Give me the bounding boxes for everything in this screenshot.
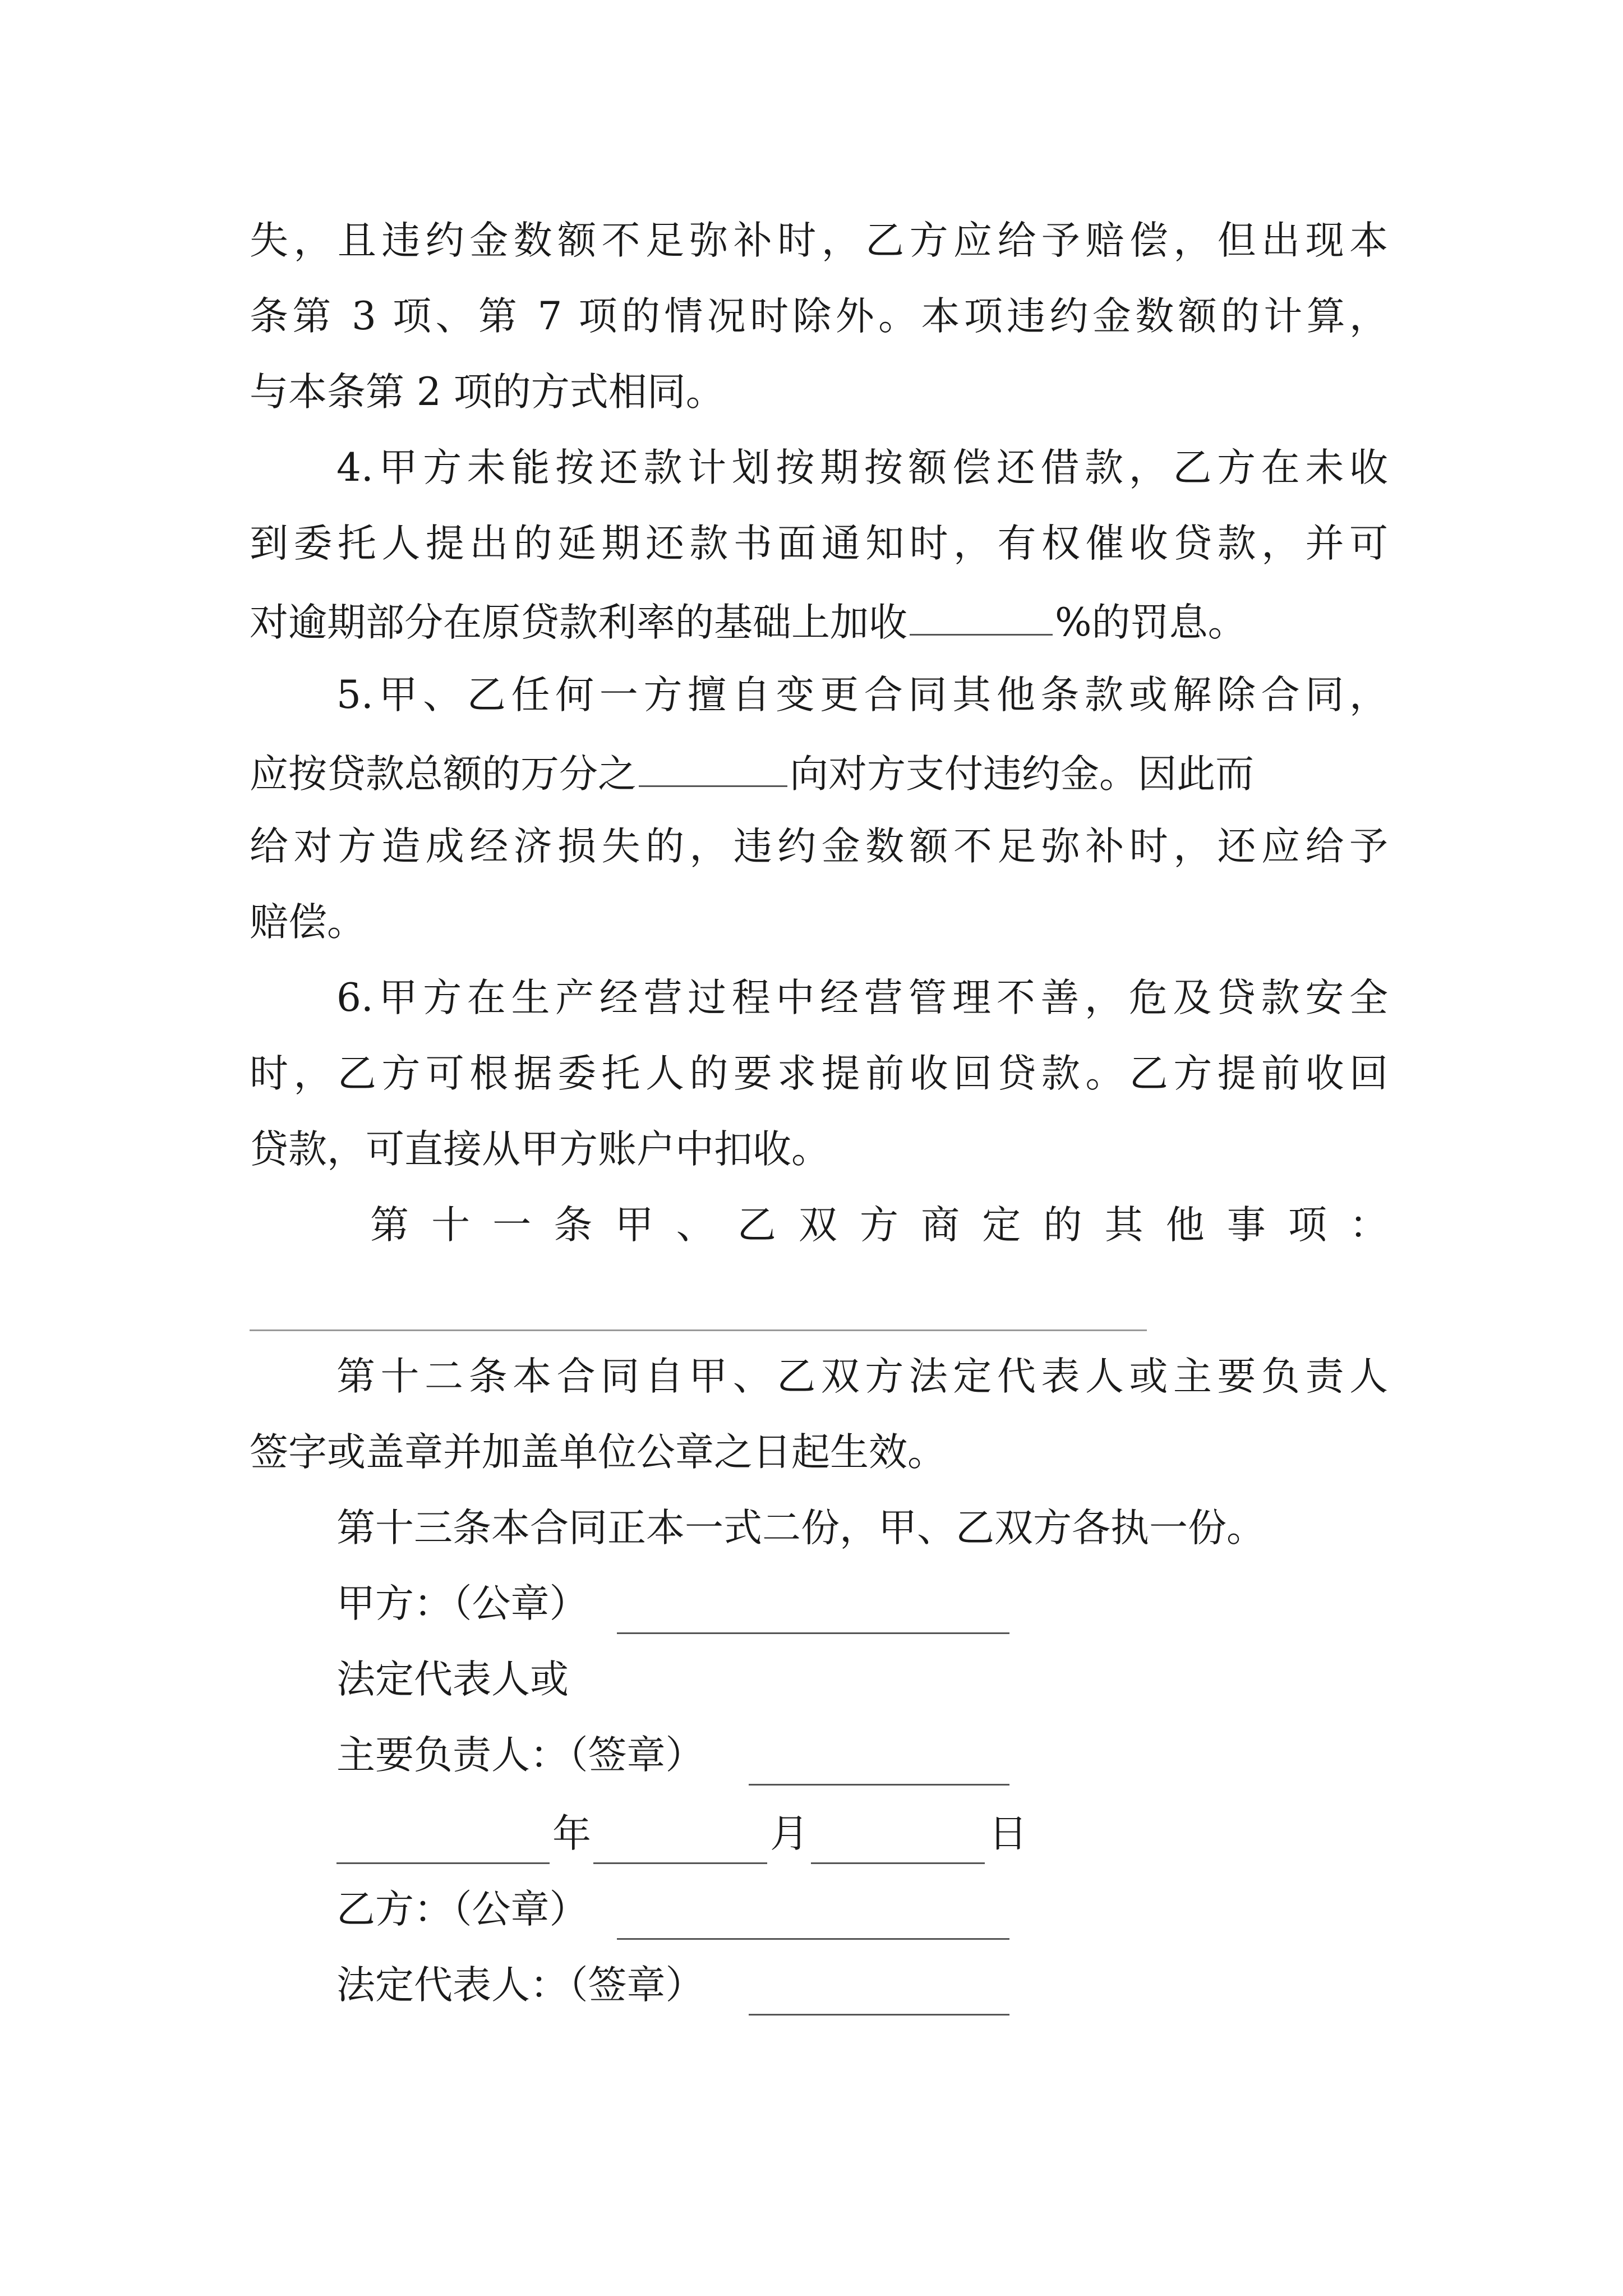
party-a-signature-label: 主要负责人：（签章）: [336, 1733, 704, 1778]
party-b-signature-label: 法定代表人：（签章）: [336, 1963, 704, 2008]
fill-in-blank-penalty-ratio[interactable]: [639, 752, 787, 787]
paragraph-line: 5.甲、乙任何一方擅自变更合同其他条款或解除合同，: [336, 673, 1388, 717]
paragraph-line: 时，乙方可根据委托人的要求提前收回贷款。乙方提前收回: [250, 1051, 1388, 1096]
party-a-signature-line[interactable]: [749, 1784, 1009, 1786]
paragraph-line: 第十二条本合同自甲、乙双方法定代表人或主要负责人: [336, 1354, 1388, 1399]
paragraph-line: 失，且违约金数额不足弥补时，乙方应给予赔偿，但出现本: [250, 218, 1388, 263]
party-b-seal-label: 乙方：（公章）: [336, 1887, 588, 1932]
article-11-fill-line[interactable]: [250, 1329, 1147, 1331]
paragraph-line: [250, 600, 1247, 645]
paragraph-text: 向对方支付违约金。因此而: [790, 752, 1254, 797]
month-line[interactable]: [593, 1862, 767, 1864]
paragraph-line: 6.甲方在生产经营过程中经营管理不善，危及贷款安全: [336, 976, 1388, 1020]
paragraph-line: 与本条第 2 项的方式相同。: [250, 370, 725, 415]
paragraph-line: 到委托人提出的延期还款书面通知时，有权催收贷款，并可: [250, 521, 1388, 566]
day-label: 日: [989, 1811, 1027, 1856]
month-label: 月: [770, 1811, 809, 1856]
paragraph-line: 签字或盖章并加盖单位公章之日起生效。: [250, 1430, 946, 1475]
paragraph-text: 应按贷款总额的万分之: [250, 752, 637, 797]
party-a-seal-label: 甲方：（公章）: [336, 1581, 588, 1626]
article-11-heading: 第十一条甲、乙双方商定的其他事项：: [370, 1203, 1388, 1248]
year-label: 年: [552, 1811, 591, 1856]
paragraph-line: 赔偿。: [250, 900, 366, 945]
paragraph-line: 4.甲方未能按还款计划按期按额偿还借款，乙方在未收: [336, 445, 1388, 490]
party-a-rep-label: 法定代表人或: [336, 1657, 569, 1702]
year-line[interactable]: [336, 1862, 550, 1864]
paragraph-line: [250, 752, 1254, 797]
paragraph-text: %的罚息。: [1055, 600, 1247, 645]
fill-in-blank-penalty-rate[interactable]: [910, 600, 1053, 636]
paragraph-line: 贷款，可直接从甲方账户中扣收。: [250, 1127, 830, 1172]
paragraph-line: 给对方造成经济损失的，违约金数额不足弥补时，还应给予: [250, 824, 1388, 869]
day-line[interactable]: [811, 1862, 985, 1864]
paragraph-line: 第十三条本合同正本一式二份，甲、乙双方各执一份。: [336, 1506, 1265, 1550]
party-b-signature-line[interactable]: [749, 2014, 1009, 2016]
party-b-seal-line[interactable]: [617, 1938, 1009, 1940]
paragraph-text: 对逾期部分在原贷款利率的基础上加收: [250, 600, 907, 645]
paragraph-line: 条第 3 项、第 7 项的情况时除外。本项违约金数额的计算，: [250, 294, 1388, 339]
party-a-seal-line[interactable]: [617, 1632, 1009, 1634]
